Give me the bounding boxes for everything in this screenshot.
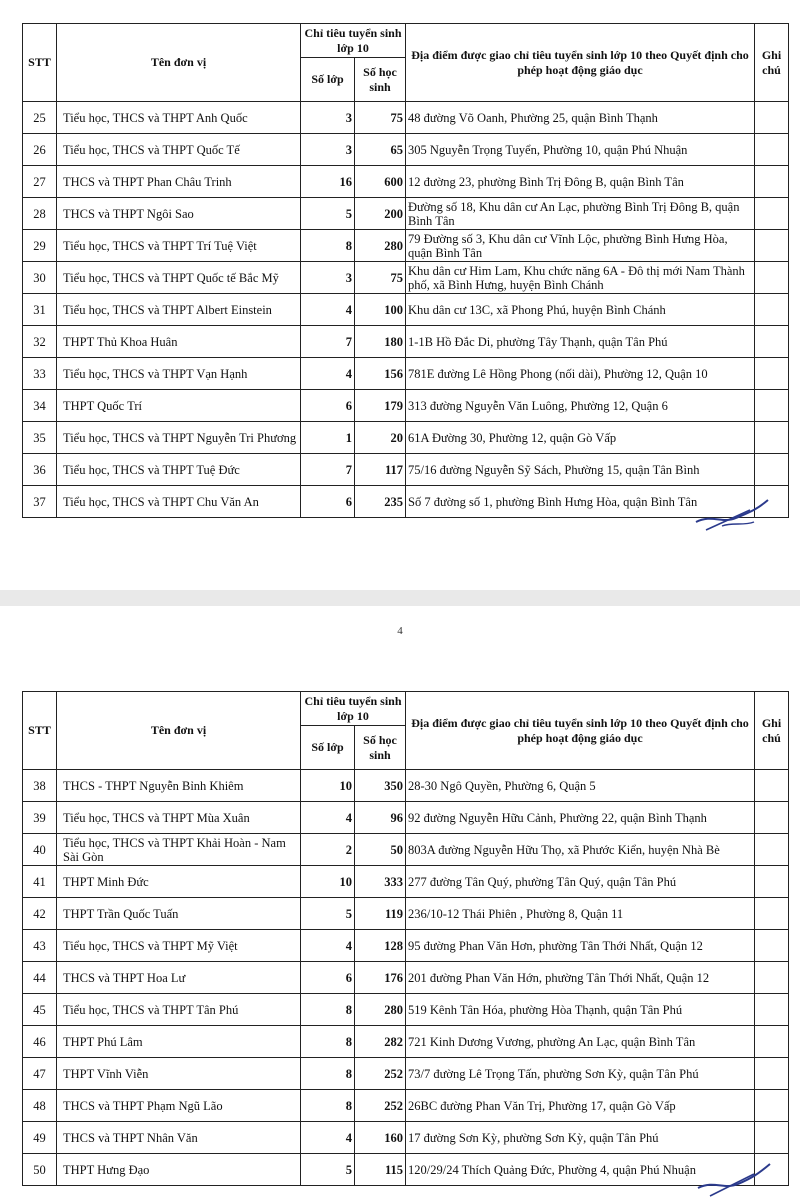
- cell-note: [755, 326, 789, 358]
- cell-address: Đường số 18, Khu dân cư An Lạc, phường Bình Trị Đông B, quận Bình Tân: [406, 198, 755, 230]
- cell-unit-name: THCS và THPT Phạm Ngũ Lão: [57, 1090, 301, 1122]
- cell-note: [755, 866, 789, 898]
- cell-classes: 3: [301, 134, 355, 166]
- cell-classes: 4: [301, 930, 355, 962]
- cell-students: 160: [355, 1122, 406, 1154]
- header-unit: Tên đơn vị: [57, 24, 301, 102]
- cell-address: 92 đường Nguyễn Hữu Cảnh, Phường 22, quận Bình Thạnh: [406, 802, 755, 834]
- cell-stt: 48: [23, 1090, 57, 1122]
- table-row: [23, 134, 789, 166]
- cell-students: 50: [355, 834, 406, 866]
- cell-unit-name: Tiểu học, THCS và THPT Khải Hoàn - Nam Sài Gòn: [57, 834, 301, 866]
- cell-stt: 45: [23, 994, 57, 1026]
- cell-note: [755, 1090, 789, 1122]
- cell-address: 75/16 đường Nguyễn Sỹ Sách, Phường 15, quận Tân Bình: [406, 454, 755, 486]
- cell-note: [755, 770, 789, 802]
- cell-stt: 30: [23, 262, 57, 294]
- cell-note: [755, 294, 789, 326]
- cell-classes: 5: [301, 198, 355, 230]
- header-students: Số học sinh: [355, 726, 406, 770]
- cell-classes: 6: [301, 486, 355, 518]
- cell-stt: 44: [23, 962, 57, 994]
- cell-unit-name: Tiểu học, THCS và THPT Chu Văn An: [57, 486, 301, 518]
- cell-unit-name: THPT Vĩnh Viễn: [57, 1058, 301, 1090]
- cell-classes: 2: [301, 834, 355, 866]
- cell-unit-name: THPT Quốc Trí: [57, 390, 301, 422]
- cell-unit-name: Tiểu học, THCS và THPT Trí Tuệ Việt: [57, 230, 301, 262]
- cell-address: 12 đường 23, phường Bình Trị Đông B, quận Bình Tân: [406, 166, 755, 198]
- cell-students: 75: [355, 102, 406, 134]
- cell-classes: 8: [301, 230, 355, 262]
- cell-note: [755, 230, 789, 262]
- cell-students: 235: [355, 486, 406, 518]
- cell-stt: 34: [23, 390, 57, 422]
- table-row: [23, 166, 789, 198]
- cell-note: [755, 930, 789, 962]
- table-row: [23, 358, 789, 390]
- cell-note: [755, 422, 789, 454]
- cell-stt: 40: [23, 834, 57, 866]
- cell-unit-name: THPT Trần Quốc Tuấn: [57, 898, 301, 930]
- header-classes: Số lớp: [301, 58, 355, 102]
- table-row: [23, 230, 789, 262]
- cell-classes: 10: [301, 770, 355, 802]
- cell-unit-name: Tiểu học, THCS và THPT Quốc Tế: [57, 134, 301, 166]
- header-location: Địa điểm được giao chỉ tiêu tuyển sinh lớp 10 theo Quyết định cho phép hoạt động giáo dục: [406, 24, 755, 102]
- table-row: [23, 390, 789, 422]
- cell-stt: 47: [23, 1058, 57, 1090]
- table-row: [23, 198, 789, 230]
- cell-classes: 6: [301, 390, 355, 422]
- cell-stt: 33: [23, 358, 57, 390]
- cell-address: 201 đường Phan Văn Hớn, phường Tân Thới Nhất, Quận 12: [406, 962, 755, 994]
- cell-students: 280: [355, 230, 406, 262]
- cell-students: 350: [355, 770, 406, 802]
- cell-unit-name: THPT Hưng Đạo: [57, 1154, 301, 1186]
- cell-stt: 25: [23, 102, 57, 134]
- cell-note: [755, 834, 789, 866]
- cell-students: 252: [355, 1058, 406, 1090]
- header-location: Địa điểm được giao chỉ tiêu tuyển sinh lớp 10 theo Quyết định cho phép hoạt động giáo dục: [406, 692, 755, 770]
- cell-note: [755, 962, 789, 994]
- cell-classes: 4: [301, 358, 355, 390]
- table-row: [23, 994, 789, 1026]
- cell-students: 333: [355, 866, 406, 898]
- header-classes: Số lớp: [301, 726, 355, 770]
- cell-unit-name: THCS - THPT Nguyễn Bỉnh Khiêm: [57, 770, 301, 802]
- cell-classes: 4: [301, 294, 355, 326]
- table-row: [23, 1154, 789, 1186]
- signature-mark-2: [694, 1162, 774, 1200]
- cell-unit-name: Tiểu học, THCS và THPT Tân Phú: [57, 994, 301, 1026]
- header-unit: Tên đơn vị: [57, 692, 301, 770]
- cell-address: Khu dân cư 13C, xã Phong Phú, huyện Bình Chánh: [406, 294, 755, 326]
- signature-mark-1: [692, 496, 772, 536]
- header-stt: STT: [23, 692, 57, 770]
- cell-stt: 26: [23, 134, 57, 166]
- cell-unit-name: THPT Minh Đức: [57, 866, 301, 898]
- table-row: [23, 1026, 789, 1058]
- cell-address: 721 Kinh Dương Vương, phường An Lạc, quận Bình Tân: [406, 1026, 755, 1058]
- cell-address: 236/10-12 Thái Phiên , Phường 8, Quận 11: [406, 898, 755, 930]
- table-row: [23, 294, 789, 326]
- cell-address: 781E đường Lê Hồng Phong (nối dài), Phường 12, Quận 10: [406, 358, 755, 390]
- cell-classes: 3: [301, 262, 355, 294]
- cell-unit-name: Tiểu học, THCS và THPT Nguyễn Tri Phương: [57, 422, 301, 454]
- cell-unit-name: Tiểu học, THCS và THPT Mùa Xuân: [57, 802, 301, 834]
- document-page-2: [0, 606, 800, 1201]
- table-row: [23, 834, 789, 866]
- table-1-body: [23, 102, 789, 518]
- table-row: [23, 102, 789, 134]
- cell-stt: 32: [23, 326, 57, 358]
- cell-students: 156: [355, 358, 406, 390]
- cell-stt: 39: [23, 802, 57, 834]
- page-number: 4: [397, 625, 403, 637]
- cell-stt: 43: [23, 930, 57, 962]
- cell-unit-name: Tiểu học, THCS và THPT Mỹ Việt: [57, 930, 301, 962]
- cell-stt: 28: [23, 198, 57, 230]
- cell-students: 282: [355, 1026, 406, 1058]
- cell-address: 95 đường Phan Văn Hơn, phường Tân Thới Nhất, Quận 12: [406, 930, 755, 962]
- cell-address: 26BC đường Phan Văn Trị, Phường 17, quận Gò Vấp: [406, 1090, 755, 1122]
- table-row: [23, 486, 789, 518]
- cell-address: 28-30 Ngô Quyền, Phường 6, Quận 5: [406, 770, 755, 802]
- table-row: [23, 866, 789, 898]
- cell-students: 200: [355, 198, 406, 230]
- cell-stt: 37: [23, 486, 57, 518]
- cell-unit-name: Tiểu học, THCS và THPT Anh Quốc: [57, 102, 301, 134]
- cell-unit-name: Tiểu học, THCS và THPT Tuệ Đức: [57, 454, 301, 486]
- cell-classes: 7: [301, 326, 355, 358]
- document-page-1: [0, 0, 800, 590]
- enrollment-table-1: [22, 23, 789, 518]
- cell-unit-name: THCS và THPT Nhân Văn: [57, 1122, 301, 1154]
- cell-stt: 42: [23, 898, 57, 930]
- cell-stt: 50: [23, 1154, 57, 1186]
- cell-address: 73/7 đường Lê Trọng Tấn, phường Sơn Kỳ, quận Tân Phú: [406, 1058, 755, 1090]
- cell-note: [755, 994, 789, 1026]
- cell-stt: 29: [23, 230, 57, 262]
- cell-students: 119: [355, 898, 406, 930]
- cell-students: 176: [355, 962, 406, 994]
- cell-stt: 46: [23, 1026, 57, 1058]
- header-quota: Chỉ tiêu tuyển sinh lớp 10: [301, 24, 406, 58]
- cell-address: 803A đường Nguyễn Hữu Thọ, xã Phước Kiển, huyện Nhà Bè: [406, 834, 755, 866]
- cell-note: [755, 454, 789, 486]
- cell-address: 61A Đường 30, Phường 12, quận Gò Vấp: [406, 422, 755, 454]
- cell-classes: 6: [301, 962, 355, 994]
- cell-students: 75: [355, 262, 406, 294]
- table-2-body: [23, 770, 789, 1186]
- cell-note: [755, 134, 789, 166]
- table-row: [23, 262, 789, 294]
- cell-address: Số 7 đường số 1, phường Bình Hưng Hòa, quận Bình Tân: [406, 486, 755, 518]
- cell-classes: 8: [301, 1058, 355, 1090]
- cell-stt: 27: [23, 166, 57, 198]
- cell-unit-name: THPT Phú Lâm: [57, 1026, 301, 1058]
- table-row: [23, 898, 789, 930]
- cell-students: 20: [355, 422, 406, 454]
- cell-students: 128: [355, 930, 406, 962]
- table-row: [23, 422, 789, 454]
- table-row: [23, 930, 789, 962]
- cell-note: [755, 1026, 789, 1058]
- cell-note: [755, 102, 789, 134]
- cell-students: 96: [355, 802, 406, 834]
- cell-students: 100: [355, 294, 406, 326]
- header-note: Ghi chú: [755, 692, 789, 770]
- page-gap: [0, 590, 800, 606]
- cell-note: [755, 390, 789, 422]
- cell-students: 115: [355, 1154, 406, 1186]
- header-note: Ghi chú: [755, 24, 789, 102]
- cell-unit-name: Tiểu học, THCS và THPT Albert Einstein: [57, 294, 301, 326]
- table-row: [23, 962, 789, 994]
- cell-stt: 38: [23, 770, 57, 802]
- cell-unit-name: THCS và THPT Ngôi Sao: [57, 198, 301, 230]
- cell-classes: 4: [301, 802, 355, 834]
- cell-classes: 10: [301, 866, 355, 898]
- cell-unit-name: Tiểu học, THCS và THPT Quốc tế Bắc Mỹ: [57, 262, 301, 294]
- cell-students: 179: [355, 390, 406, 422]
- table-row: [23, 1058, 789, 1090]
- cell-classes: 7: [301, 454, 355, 486]
- cell-address: 1-1B Hồ Đắc Di, phường Tây Thạnh, quận Tân Phú: [406, 326, 755, 358]
- cell-stt: 41: [23, 866, 57, 898]
- cell-note: [755, 802, 789, 834]
- cell-students: 117: [355, 454, 406, 486]
- cell-note: [755, 198, 789, 230]
- cell-students: 280: [355, 994, 406, 1026]
- cell-note: [755, 898, 789, 930]
- cell-address: 17 đường Sơn Kỳ, phường Sơn Kỳ, quận Tân Phú: [406, 1122, 755, 1154]
- cell-students: 600: [355, 166, 406, 198]
- table-row: [23, 1122, 789, 1154]
- table-row: [23, 770, 789, 802]
- cell-stt: 31: [23, 294, 57, 326]
- cell-unit-name: THCS và THPT Hoa Lư: [57, 962, 301, 994]
- cell-address: 48 đường Võ Oanh, Phường 25, quận Bình Thạnh: [406, 102, 755, 134]
- header-stt: STT: [23, 24, 57, 102]
- table-row: [23, 802, 789, 834]
- cell-address: 120/29/24 Thích Quảng Đức, Phường 4, quận Phú Nhuận: [406, 1154, 755, 1186]
- cell-stt: 36: [23, 454, 57, 486]
- table-row: [23, 454, 789, 486]
- enrollment-table-2: [22, 691, 789, 1186]
- header-quota: Chỉ tiêu tuyển sinh lớp 10: [301, 692, 406, 726]
- cell-classes: 8: [301, 1090, 355, 1122]
- cell-unit-name: THCS và THPT Phan Châu Trinh: [57, 166, 301, 198]
- table-row: [23, 1090, 789, 1122]
- cell-address: Khu dân cư Him Lam, Khu chức năng 6A - Đô thị mới Nam Thành phố, xã Bình Hưng, huyện Bình Chánh: [406, 262, 755, 294]
- cell-students: 65: [355, 134, 406, 166]
- cell-address: 79 Đường số 3, Khu dân cư Vĩnh Lộc, phường Bình Hưng Hòa, quận Bình Tân: [406, 230, 755, 262]
- cell-address: 305 Nguyễn Trọng Tuyển, Phường 10, quận Phú Nhuận: [406, 134, 755, 166]
- cell-classes: 5: [301, 898, 355, 930]
- cell-stt: 49: [23, 1122, 57, 1154]
- cell-note: [755, 262, 789, 294]
- cell-unit-name: THPT Thủ Khoa Huân: [57, 326, 301, 358]
- cell-students: 180: [355, 326, 406, 358]
- cell-classes: 3: [301, 102, 355, 134]
- cell-classes: 8: [301, 1026, 355, 1058]
- cell-classes: 4: [301, 1122, 355, 1154]
- cell-note: [755, 166, 789, 198]
- cell-note: [755, 358, 789, 390]
- cell-note: [755, 1058, 789, 1090]
- table-row: [23, 326, 789, 358]
- cell-note: [755, 1122, 789, 1154]
- cell-stt: 35: [23, 422, 57, 454]
- cell-address: 519 Kênh Tân Hóa, phường Hòa Thạnh, quận Tân Phú: [406, 994, 755, 1026]
- cell-classes: 5: [301, 1154, 355, 1186]
- cell-students: 252: [355, 1090, 406, 1122]
- cell-unit-name: Tiểu học, THCS và THPT Vạn Hạnh: [57, 358, 301, 390]
- cell-classes: 8: [301, 994, 355, 1026]
- cell-classes: 16: [301, 166, 355, 198]
- header-students: Số học sinh: [355, 58, 406, 102]
- cell-classes: 1: [301, 422, 355, 454]
- cell-address: 313 đường Nguyễn Văn Luông, Phường 12, Quận 6: [406, 390, 755, 422]
- cell-address: 277 đường Tân Quý, phường Tân Quý, quận Tân Phú: [406, 866, 755, 898]
